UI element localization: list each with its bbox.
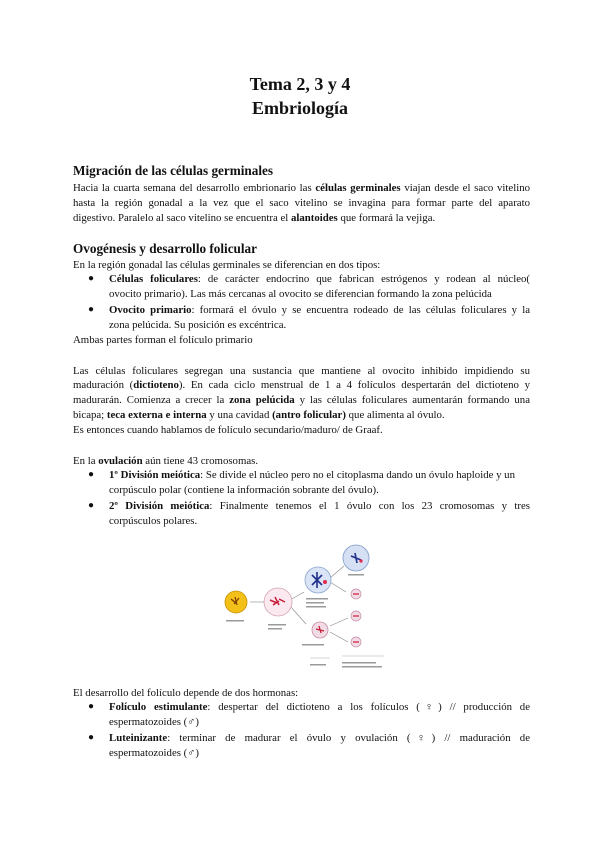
bullet-icon: ● [88,469,95,480]
list-item-ovocito-primario: Ovocito primario: formará el óvulo y se encuentra rodeado de las células foliculares y la [109,304,531,316]
doc-title: Tema 2, 3 y 4 [249,74,351,94]
section-heading-ovogenesis: Ovogénesis y desarrollo folicular [73,241,258,256]
bullet-icon: ● [88,701,95,712]
paragraph-line: maduración (dictioteno). En cada ciclo menstrual de 1 a 4 folículos despertarán del dictioteno y [73,379,530,391]
polar-body-cell [312,622,328,638]
primary-oocyte-cell [264,588,292,616]
doc-subtitle: Embriología [251,98,348,118]
paragraph-line: El desarrollo del folículo depende de dos hormonas: [73,687,299,699]
diagram-brackets [310,656,384,658]
paragraph-line: hasta la región gonadal a la vez que el saco vitelino se invagina para formar parte del aparato [73,197,530,209]
meiosis-diagram-figure [222,544,398,678]
list-item-division-2: 2º División meiótica: Finalmente tenemos el 1 óvulo con los 23 cromosomas y tres [109,500,530,512]
paragraph-line: madurarán. Comienza a crecer la zona pelúcida y las células foliculares aumentarán formando una [73,394,531,406]
paragraph-line: Es entonces cuando hablamos de folículo secundario/maduro/ de Graaf. [73,424,383,436]
bullet-icon: ● [88,273,95,284]
list-item-luteinizante: Luteinizante: terminar de madurar el óvulo y ovulación (♀) // maduración de [109,732,530,744]
paragraph-line: Ambas partes forman el folículo primario [73,334,253,346]
paragraph-line: En la ovulación aún tiene 43 cromosomas. [73,455,259,467]
polar-body-small-cells [351,589,361,647]
list-item-division-1: 1º División meiótica: Se divide el núcleo pero no el citoplasma dando un óvulo haploide y un [109,469,515,481]
bullet-icon: ● [88,732,95,743]
list-item-continuation: corpúsculo polar (contiene la información sobrante del óvulo). [109,484,379,496]
secondary-oocyte-cell [305,567,331,593]
paragraph-line: Hacia la cuarta semana del desarrollo embrionario las células germinales viajan desde el saco vitelino [73,182,530,194]
list-item-continuation: espermatozoides (♂) [109,716,199,728]
oogonium-cell [225,591,247,613]
paragraph-line: Las células foliculares segregan una sustancia que mantiene al ovocito inhibido impidiendo su [73,365,530,377]
bullet-icon: ● [88,304,95,315]
list-item-continuation: espermatozoides (♂) [109,747,199,759]
list-item-continuation: corpúsculos polares. [109,515,198,527]
paragraph-line: bicapa; teca externa e interna y una cavidad (antro folicular) que alimenta al óvulo. [73,409,445,421]
list-item-continuation: ovocito primario). Las más cercanas al ovocito se diferencian formando la zona pelúcida [109,288,492,300]
bullet-icon: ● [88,500,95,511]
section-heading-migracion: Migración de las células germinales [73,163,273,178]
list-item-celulas-foliculares: Células foliculares: de carácter endocrino que fabrican estrógenos y rodean al núcleo( [109,273,530,285]
ovum-cell [343,545,369,571]
paragraph-line: En la región gonadal las células germinales se diferencian en dos tipos: [73,259,381,271]
list-item-foliculo-estimulante: Folículo estimulante: despertar del dictioteno a los folículos (♀) // producción de [109,701,530,713]
list-item-continuation: zona pelúcida. Su posición es excéntrica. [109,319,287,331]
diagram-caption-lines [226,574,382,668]
paragraph-line: digestivo. Paralelo al saco vitelino se encuentra el alantoides que formará la vejiga. [73,212,436,224]
